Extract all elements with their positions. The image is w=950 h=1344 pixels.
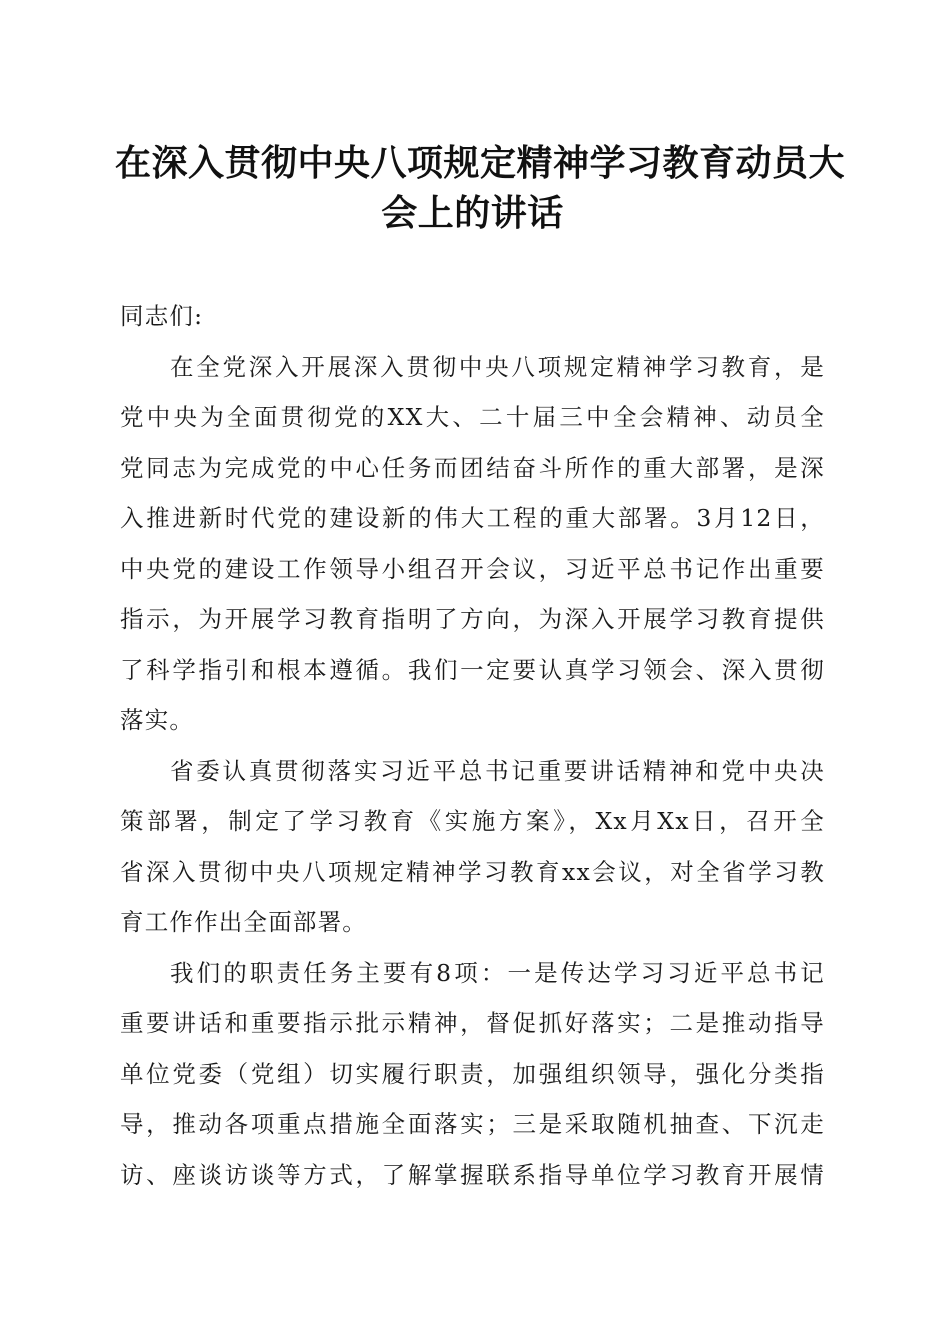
paragraph-line: 入推进新时代党的建设新的伟大工程的重大部署。3月12日， xyxy=(120,504,825,532)
paragraph-line: 落实。 xyxy=(120,706,195,734)
paragraph-line: 在全党深入开展深入贯彻中央八项规定精神学习教育，是 xyxy=(170,352,825,381)
title-line: 在深入贯彻中央八项规定精神学习教育动员大 xyxy=(115,142,846,184)
paragraph-line: 指示，为开展学习教育指明了方向，为深入开展学习教育提供 xyxy=(120,605,825,633)
paragraph-line: 访、座谈访谈等方式，了解掌握联系指导单位学习教育开展情 xyxy=(120,1160,825,1189)
paragraph-line: 党同志为完成党的中心任务而团结奋斗所作的重大部署，是深 xyxy=(120,453,825,482)
paragraph-line: 省深入贯彻中央八项规定精神学习教育xx会议，对全省学习教 xyxy=(120,857,825,886)
salutation: 同志们: xyxy=(120,302,204,330)
document-body xyxy=(120,291,825,1200)
paragraph-line: 策部署，制定了学习教育《实施方案》，Xx月Xx日，召开全 xyxy=(120,807,825,835)
paragraph-2 xyxy=(120,746,825,948)
paragraph-line: 导，推动各项重点措施全面落实；三是采取随机抽查、下沉走 xyxy=(120,1110,825,1138)
title-line: 会上的讲话 xyxy=(381,192,564,234)
paragraph-1 xyxy=(120,342,825,746)
paragraph-line: 了科学指引和根本遵循。我们一定要认真学习领会、深入贯彻 xyxy=(120,655,825,684)
paragraph-line: 重要讲话和重要指示批示精神，督促抓好落实；二是推动指导 xyxy=(120,1009,825,1037)
paragraph-line: 育工作作出全面部署。 xyxy=(120,908,367,936)
paragraph-line: 省委认真贯彻落实习近平总书记重要讲话精神和党中央决 xyxy=(170,756,825,785)
paragraph-line: 中央党的建设工作领导小组召开会议，习近平总书记作出重要 xyxy=(120,554,825,583)
paragraph-3 xyxy=(120,948,825,1201)
document-title xyxy=(115,138,846,238)
paragraph-line: 单位党委（党组）切实履行职责，加强组织领导，强化分类指 xyxy=(120,1059,825,1088)
paragraph-line: 我们的职责任务主要有8项：一是传达学习习近平总书记 xyxy=(170,958,825,987)
paragraph-line: 党中央为全面贯彻党的XX大、二十届三中全会精神、动员全 xyxy=(120,403,825,431)
